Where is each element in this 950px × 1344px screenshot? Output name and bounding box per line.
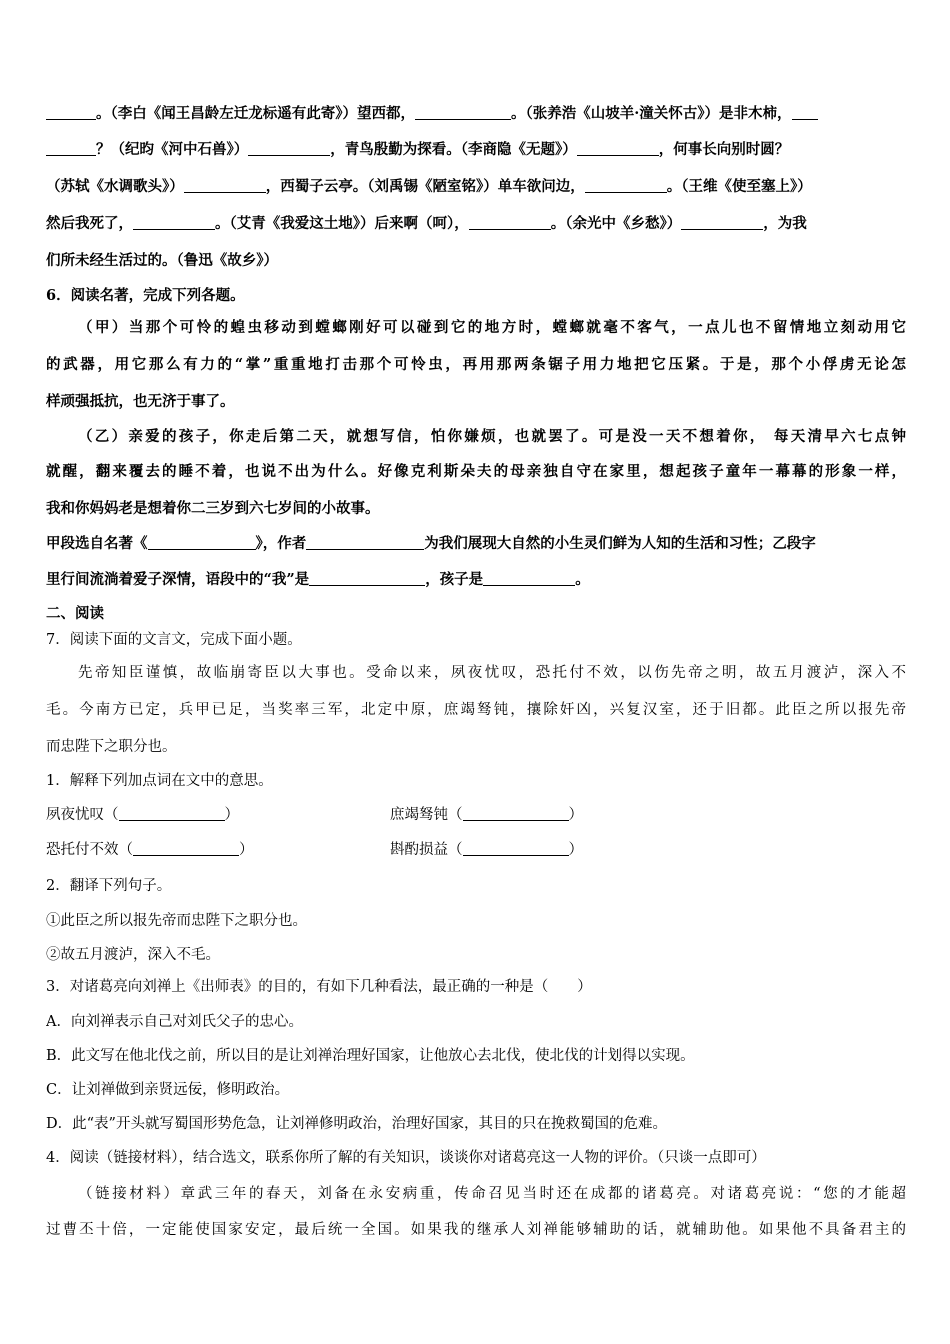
q6-jia-line: （甲）当那个可怜的蝗虫移动到螳螂刚好可以碰到它的地方时，螳螂就毫不客气，一点儿也不留情地立刻动用它 [78,319,906,336]
blank[interactable] [46,104,96,120]
passage-line: 而忠陛下之职分也。 [46,739,177,755]
sub1-title: 1．解释下列加点词在文中的意思。 [46,773,273,789]
blank[interactable] [463,840,569,856]
blank[interactable] [133,214,215,230]
option-c[interactable]: C．让刘禅做到亲贤远佞，修明政治。 [46,1082,290,1098]
q6-fill-line-1: 甲段选自名著《 》，作者 为我们展现大自然的小生灵们鲜为人知的生活和习性；乙段字 [46,535,816,552]
translate-sentence: ②故五月渡泸，深入不毛。 [46,947,220,963]
q6-yi-line: 我和你妈妈老是想着你二三岁到六七岁间的小故事。 [46,500,380,517]
blank[interactable] [119,805,225,821]
q6-title: 6．阅读名著，完成下列各题。 [46,287,245,304]
blank[interactable] [469,214,551,230]
q6-jia-line: 的武器，用它那么有力的“掌”重重地打击那个可怜虫，再用那两条锯子用力地把它压紧。于是，那个小俘虏无论怎 [46,356,906,373]
blank[interactable] [306,534,424,550]
q6-jia-line: 样顽强抵抗，也无济于事了。 [46,393,235,410]
fill-line-5: 们所未经生活过的。（鲁迅《故乡》） [46,252,278,269]
blank[interactable] [148,534,256,550]
fill-line-3: （苏轼《水调歌头》） ，西蜀子云亭。（刘禹锡《陋室铭》）单车欲问边， 。（王维《使至塞上》） [46,178,812,195]
word-item: 庶竭驽钝（ ） [390,807,583,823]
blank[interactable] [184,177,266,193]
translate-sentence: ①此臣之所以报先帝而忠陛下之职分也。 [46,913,307,929]
fill-line-1: 。（李白《闻王昌龄左迁龙标遥有此寄》）望西都， 。（张养浩《山坡羊·潼关怀古》）是非木柿， [46,103,906,125]
blank[interactable] [585,177,667,193]
blank[interactable] [248,140,330,156]
blank[interactable] [133,840,239,856]
blank[interactable] [415,104,511,120]
option-d[interactable]: D．此“表”开头就写蜀国形势危急，让刘禅修明政治，治理好国家，其目的只在挽救蜀国的危难。 [46,1116,667,1132]
blank[interactable] [681,214,763,230]
link-material-line: （链接材料）章武三年的春天，刘备在永安病重，传命召见当时还在成都的诸葛亮。对诸葛亮说：“您的才能超 [78,1186,906,1202]
link-material-line: 过曹丕十倍，一定能使国家安定，最后统一全国。如果我的继承人刘禅能够辅助的话，就辅助他。如果他不具备君主的 [46,1222,906,1238]
blank[interactable] [792,104,818,120]
sub2-title: 2．翻译下列句子。 [46,878,172,894]
q7-title: 7．阅读下面的文言文，完成下面小题。 [46,632,302,648]
q6-yi-line: （乙）亲爱的孩子，你走后第二天，就想写信，怕你嫌烦，也就罢了。可是没一天不想着你， 每天清早六七点钟 [78,428,906,445]
passage-line: 毛。今南方已定，兵甲已足，当奖率三军，北定中原，庶竭驽钝，攘除奸凶，兴复汉室，还于旧都。此臣之所以报先帝 [46,702,906,718]
fill-line-2: ？（纪昀《河中石兽》） ，青鸟殷勤为探看。（李商隐《无题》） ，何事长向别时圆？ [46,139,906,161]
q6-yi-line: 就醒，翻来覆去的睡不着，也说不出为什么。好像克利斯朵夫的母亲独自守在家里，想起孩子童年一幕幕的形象一样， [46,463,906,480]
blank[interactable] [309,570,425,586]
blank[interactable] [577,140,659,156]
option-b[interactable]: B．此文写在他北伐之前，所以目的是让刘禅治理好国家，让他放心去北伐，使北伐的计划得以实现。 [46,1048,695,1064]
word-item: 斟酌损益（ ） [390,842,583,858]
sub3-title: 3．对诸葛亮向刘禅上《出师表》的目的，有如下几种看法，最正确的一种是（ ） [46,979,592,995]
sub4-title: 4．阅读（链接材料），结合选文，联系你所了解的有关知识，谈谈你对诸葛亮这一人物的评价。（只谈一点即可） [46,1150,766,1166]
blank[interactable] [46,140,96,156]
fill-line-4: 然后我死了， 。（艾青《我爱这土地》）后来啊（呵）， 。（余光中《乡愁》） ，为我 [46,215,807,232]
word-item: 夙夜忧叹（ ） [46,807,239,823]
word-item: 恐托付不效（ ） [46,842,254,858]
q6-fill-line-2: 里行间流淌着爱子深情，语段中的“我”是 ，孩子是 。 [46,571,590,588]
section-title: 二、阅读 [46,605,104,622]
blank[interactable] [463,805,569,821]
passage-line: 先帝知臣谨慎，故临崩寄臣以大事也。受命以来，夙夜忧叹，恐托付不效，以伤先帝之明，故五月渡泸，深入不 [78,665,906,681]
blank[interactable] [483,570,575,586]
option-a[interactable]: A．向刘禅表示自己对刘氏父子的忠心。 [46,1014,303,1030]
